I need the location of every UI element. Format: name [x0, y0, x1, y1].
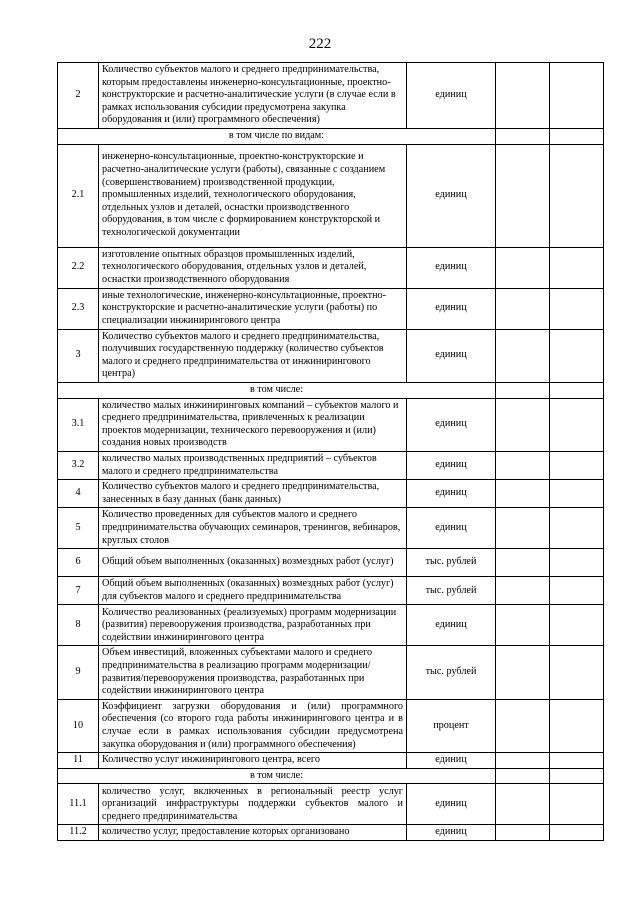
value-cell	[496, 508, 550, 549]
indicator-name: количество малых производственных предприятий – субъектов малого и среднего предпринимательства	[99, 451, 407, 479]
value-cell	[550, 577, 604, 605]
indicator-name: Общий объем выполненных (оказанных) возмездных работ (услуг)	[99, 549, 407, 577]
indicator-name: Общий объем выполненных (оказанных) возмездных работ (услуг) для субъектов малого и среднего предпринимательства	[99, 577, 407, 605]
value-cell	[496, 577, 550, 605]
indicator-name: Количество субъектов малого и среднего предпринимательства, получивших государственную поддержку (количество субъектов малого и среднего предпринимательства от инжинирингового центра)	[99, 329, 407, 382]
value-cell	[550, 288, 604, 329]
indicator-name: Количество проведенных для субъектов малого и среднего предпринимательства обучающих семинаров, тренингов, вебинаров, круглых столов	[99, 508, 407, 549]
row-number: 8	[58, 605, 99, 646]
table-row	[58, 699, 604, 752]
row-number: 6	[58, 549, 99, 577]
value-cell	[496, 768, 550, 784]
indicator-name: инженерно-консультационные, проектно-конструкторские и расчетно-аналитические услуги (работы), связанные с созданием (совершенствованием) производственной продукции, промышленных изделий, технологического оборудования, отдельных узлов и деталей, оснастки производственного оборудования, в том числе с формированием конструкторской и технологической документации	[99, 144, 407, 247]
table-row	[58, 646, 604, 699]
value-cell	[550, 825, 604, 841]
value-cell	[550, 63, 604, 129]
section-row	[58, 382, 604, 398]
table-row	[58, 63, 604, 129]
row-number: 4	[58, 480, 99, 508]
row-number: 2	[58, 63, 99, 129]
unit-of-measure: тыс. рублей	[407, 577, 496, 605]
value-cell	[496, 128, 550, 144]
unit-of-measure: единиц	[407, 480, 496, 508]
value-cell	[496, 605, 550, 646]
row-number: 5	[58, 508, 99, 549]
value-cell	[496, 699, 550, 752]
value-cell	[550, 144, 604, 247]
value-cell	[496, 784, 550, 825]
value-cell	[550, 480, 604, 508]
value-cell	[496, 398, 550, 451]
value-cell	[550, 605, 604, 646]
value-cell	[550, 398, 604, 451]
value-cell	[550, 784, 604, 825]
unit-of-measure: единиц	[407, 451, 496, 479]
unit-of-measure: тыс. рублей	[407, 549, 496, 577]
value-cell	[550, 451, 604, 479]
value-cell	[496, 549, 550, 577]
table-row	[58, 605, 604, 646]
unit-of-measure: единиц	[407, 63, 496, 129]
unit-of-measure: единиц	[407, 144, 496, 247]
value-cell	[550, 247, 604, 288]
unit-of-measure: единиц	[407, 247, 496, 288]
unit-of-measure: единиц	[407, 753, 496, 769]
row-number: 11	[58, 753, 99, 769]
row-number: 2.3	[58, 288, 99, 329]
value-cell	[550, 382, 604, 398]
value-cell	[496, 144, 550, 247]
indicator-name: Объем инвестиций, вложенных субъектами малого и среднего предпринимательства в реализацию программ модернизации/развития/перевооружения производства, разработанных при содействии инжинирингового центра	[99, 646, 407, 699]
value-cell	[496, 480, 550, 508]
table-row	[58, 508, 604, 549]
row-number: 2.1	[58, 144, 99, 247]
unit-of-measure: тыс. рублей	[407, 646, 496, 699]
table-row	[58, 480, 604, 508]
unit-of-measure: единиц	[407, 398, 496, 451]
section-row	[58, 128, 604, 144]
value-cell	[496, 288, 550, 329]
indicator-name: изготовление опытных образцов промышленных изделий, технологического оборудования, отдельных узлов и деталей, оснастки производственного оборудования	[99, 247, 407, 288]
table-row	[58, 398, 604, 451]
indicator-name: Количество субъектов малого и среднего предпринимательства, занесенных в базу данных (банк данных)	[99, 480, 407, 508]
row-number: 3.2	[58, 451, 99, 479]
indicator-name: Коэффициент загрузки оборудования и (или) программного обеспечения (со второго года работы инжинирингового центра и в случае если в рамках использования субсидии предусмотрена закупка оборудования и (или) программного обеспечения)	[99, 699, 407, 752]
row-number: 3	[58, 329, 99, 382]
value-cell	[550, 753, 604, 769]
value-cell	[550, 549, 604, 577]
row-number: 2.2	[58, 247, 99, 288]
table-row	[58, 549, 604, 577]
table-row	[58, 753, 604, 769]
value-cell	[550, 128, 604, 144]
row-number: 11.2	[58, 825, 99, 841]
row-number: 11.1	[58, 784, 99, 825]
table-row	[58, 784, 604, 825]
value-cell	[550, 329, 604, 382]
table-row	[58, 247, 604, 288]
table-row	[58, 577, 604, 605]
section-label: в том числе:	[58, 382, 496, 398]
value-cell	[550, 508, 604, 549]
row-number: 9	[58, 646, 99, 699]
indicator-name: количество малых инжиниринговых компаний – субъектов малого и среднего предпринимательства, привлеченных к реализации проектов модернизации, технического перевооружения и (или) создания новых производств	[99, 398, 407, 451]
value-cell	[496, 646, 550, 699]
value-cell	[550, 768, 604, 784]
unit-of-measure: единиц	[407, 605, 496, 646]
unit-of-measure: единиц	[407, 784, 496, 825]
indicator-name: количество услуг, предоставление которых организовано	[99, 825, 407, 841]
unit-of-measure: процент	[407, 699, 496, 752]
value-cell	[496, 382, 550, 398]
indicator-name: Количество реализованных (реализуемых) программ модернизации (развития) перевооружения производства, разработанных при содействии инжинирингового центра	[99, 605, 407, 646]
value-cell	[496, 753, 550, 769]
value-cell	[496, 63, 550, 129]
unit-of-measure: единиц	[407, 288, 496, 329]
section-label: в том числе:	[58, 768, 496, 784]
row-number: 7	[58, 577, 99, 605]
unit-of-measure: единиц	[407, 508, 496, 549]
indicator-name: количество услуг, включенных в региональный реестр услуг организаций инфраструктуры поддержки субъектов малого и среднего предпринимательства	[99, 784, 407, 825]
value-cell	[496, 329, 550, 382]
value-cell	[496, 451, 550, 479]
unit-of-measure: единиц	[407, 329, 496, 382]
indicator-name: иные технологические, инженерно-консультационные, проектно-конструкторские и расчетно-аналитические услуги (работы) по специализации инжинирингового центра	[99, 288, 407, 329]
section-label: в том числе по видам:	[58, 128, 496, 144]
value-cell	[496, 825, 550, 841]
value-cell	[550, 699, 604, 752]
table-row	[58, 288, 604, 329]
table-row	[58, 451, 604, 479]
indicator-name: Количество субъектов малого и среднего предпринимательства, которым предоставлены инженерно-консультационные, проектно-конструкторские и расчетно-аналитические услуги (в случае если в рамках использования субсидии предусмотрена закупка оборудования и (или) программного обеспечения)	[99, 63, 407, 129]
unit-of-measure: единиц	[407, 825, 496, 841]
section-row	[58, 768, 604, 784]
value-cell	[550, 646, 604, 699]
value-cell	[496, 247, 550, 288]
row-number: 3.1	[58, 398, 99, 451]
indicator-name: Количество услуг инжинирингового центра, всего	[99, 753, 407, 769]
page-number: 222	[308, 36, 332, 52]
indicators-table	[57, 62, 604, 841]
table-row	[58, 144, 604, 247]
table-row	[58, 329, 604, 382]
table-row	[58, 825, 604, 841]
row-number: 10	[58, 699, 99, 752]
